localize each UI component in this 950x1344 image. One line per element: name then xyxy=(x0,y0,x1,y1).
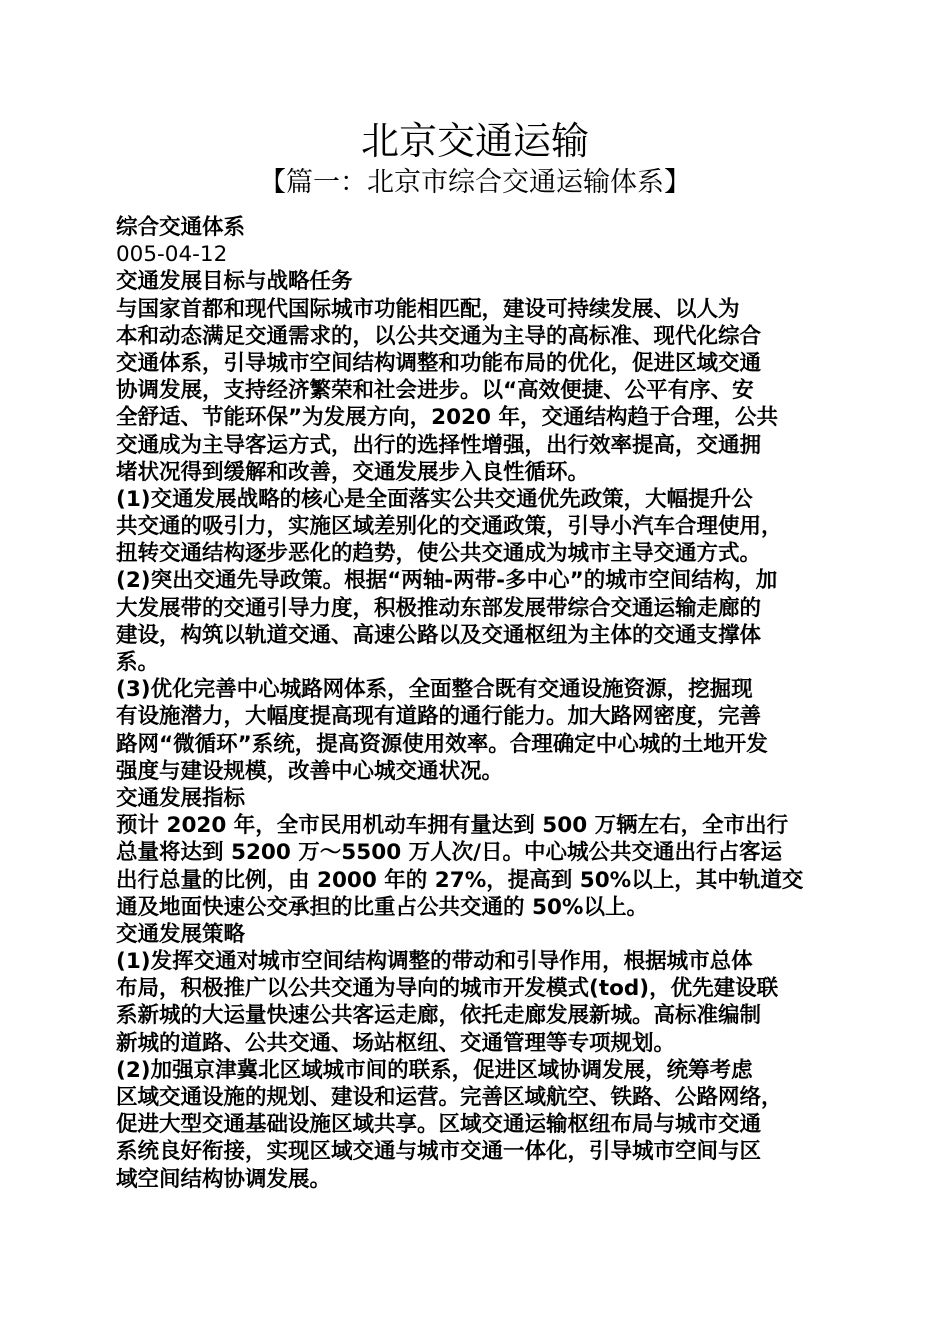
text-line: 系统良好衔接，实现区域交通与城市交通一体化，引导城市空间与区 xyxy=(116,1139,762,1165)
document-body xyxy=(116,214,838,1193)
document-subtitle: 【篇一：北京市综合交通运输体系】 xyxy=(259,167,691,198)
text-line: 预计 2020 年，全市民用机动车拥有量达到 500 万辆左右，全市出行 xyxy=(116,813,789,839)
text-line: 堵状况得到缓解和改善，交通发展步入良性循环。 xyxy=(116,459,590,485)
text-line: 系。 xyxy=(116,650,160,675)
text-line: 共交通的吸引力，实施区域差别化的交通政策，引导小汽车合理使用， xyxy=(116,514,783,540)
text-line: 全舒适、节能环保”为发展方向，2020 年，交通结构趋于合理，公共 xyxy=(116,405,778,431)
text-line: 系新城的大运量快速公共客运走廊，依托走廊发展新城。高标准编制 xyxy=(116,1003,762,1029)
text-line: 出行总量的比例，由 2000 年的 27%，提高到 50%以上，其中轨道交 xyxy=(116,867,804,893)
text-line: 交通成为主导客运方式，出行的选择性增强，出行效率提高，交通拥 xyxy=(116,432,762,458)
text-line: 总量将达到 5200 万～5500 万人次/日。中心城公共交通出行占客运 xyxy=(116,840,782,866)
text-line: 交通发展指标 xyxy=(116,785,246,811)
text-line: 促进大型交通基础设施区域共享。区域交通运输枢纽布局与城市交通 xyxy=(116,1112,762,1138)
text-line: 协调发展，支持经济繁荣和社会进步。以“高效便捷、公平有序、安 xyxy=(116,378,754,404)
document-title: 北京交通运输 xyxy=(360,119,589,163)
text-line: (2)加强京津冀北区域城市间的联系，促进区域协调发展，统筹考虑 xyxy=(116,1057,753,1083)
text-line: 大发展带的交通引导力度，积极推动东部发展带综合交通运输走廊的 xyxy=(116,595,762,621)
text-line: 交通体系，引导城市空间结构调整和功能布局的优化，促进区域交通 xyxy=(116,350,762,376)
text-line: 路网“微循环”系统，提高资源使用效率。合理确定中心城的土地开发 xyxy=(116,731,768,757)
text-line: 新城的道路、公共交通、场站枢纽、交通管理等专项规划。 xyxy=(116,1030,676,1056)
text-line: 有设施潜力，大幅度提高现有道路的通行能力。加大路网密度，完善 xyxy=(116,704,762,730)
text-line: (1)交通发展战略的核心是全面落实公共交通优先政策，大幅提升公 xyxy=(116,486,753,512)
text-line: 强度与建设规模，改善中心城交通状况。 xyxy=(116,758,504,784)
text-line: 本和动态满足交通需求的，以公共交通为主导的高标准、现代化综合 xyxy=(116,323,762,349)
text-line: 区域交通设施的规划、建设和运营。完善区域航空、铁路、公路网络， xyxy=(116,1085,783,1110)
text-line: 通及地面快速公交承担的比重占公共交通的 50%以上。 xyxy=(116,894,648,920)
text-line: 综合交通体系 xyxy=(116,215,246,240)
text-line: (1)发挥交通对城市空间结构调整的带动和引导作用，根据城市总体 xyxy=(116,949,753,975)
text-line: 与国家首都和现代国际城市功能相匹配，建设可持续发展、以人为 xyxy=(116,296,740,322)
text-line: (3)优化完善中心城路网体系，全面整合既有交通设施资源，挖掘现 xyxy=(116,677,753,703)
text-line: 005-04-12 xyxy=(116,242,228,268)
text-line: 建设，构筑以轨道交通、高速公路以及交通枢纽为主体的交通支撑体 xyxy=(116,622,762,648)
text-line: (2)突出交通先导政策。根据“两轴-两带-多中心”的城市空间结构，加 xyxy=(116,568,778,594)
text-line: 交通发展目标与战略任务 xyxy=(116,269,353,295)
text-line: 域空间结构协调发展。 xyxy=(116,1166,332,1192)
text-line: 扭转交通结构逐步恶化的趋势，使公共交通成为城市主导交通方式。 xyxy=(116,541,762,567)
text-line: 交通发展策略 xyxy=(116,921,246,947)
text-line: 布局，积极推广以公共交通为导向的城市开发模式(tod)，优先建设联 xyxy=(116,976,779,1002)
